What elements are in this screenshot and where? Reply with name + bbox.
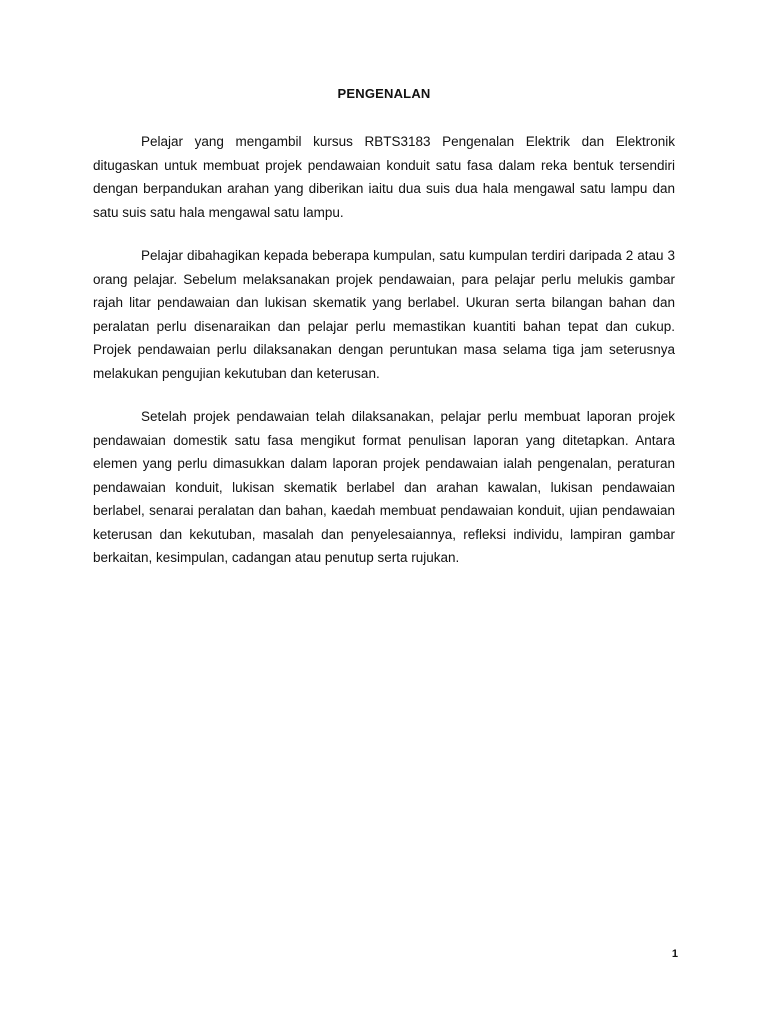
paragraph-2: Pelajar dibahagikan kepada beberapa kumpulan, satu kumpulan terdiri daripada 2 atau 3 orang pelajar. Sebelum melaksanakan projek pendawaian, para pelajar perlu melukis gambar rajah litar pendawaian dan lukisan skematik yang berlabel. Ukuran serta bilangan bahan dan peralatan perlu disenaraikan dan pelajar perlu memastikan kuantiti bahan tepat dan cukup. Projek pendawaian perlu dilaksanakan dengan peruntukan masa selama tiga jam seterusnya melakukan pengujian kekutuban dan keterusan. [93, 248, 675, 381]
section-heading: PENGENALAN [337, 86, 431, 101]
page-number: 1 [671, 948, 678, 960]
paragraph-1: Pelajar yang mengambil kursus RBTS3183 Pengenalan Elektrik dan Elektronik ditugaskan untuk membuat projek pendawaian konduit satu fasa dalam reka bentuk tersendiri dengan berpandukan arahan yang diberikan iaitu dua suis dua hala mengawal satu lampu dan satu suis satu hala mengawal satu lampu. [93, 134, 675, 220]
paragraph-3: Setelah projek pendawaian telah dilaksanakan, pelajar perlu membuat laporan projek pendawaian domestik satu fasa mengikut format penulisan laporan yang ditetapkan. Antara elemen yang perlu dimasukkan dalam laporan projek pendawaian ialah pengenalan, peraturan pendawaian konduit, lukisan skematik berlabel dan arahan kawalan, lukisan pendawaian berlabel, senarai peralatan dan bahan, kaedah membuat pendawaian konduit, ujian pendawaian keterusan dan kekutuban, masalah dan penyelesaiannya, refleksi individu, lampiran gambar berkaitan, kesimpulan, cadangan atau penutup serta rujukan. [93, 409, 675, 565]
body-text [93, 130, 675, 590]
